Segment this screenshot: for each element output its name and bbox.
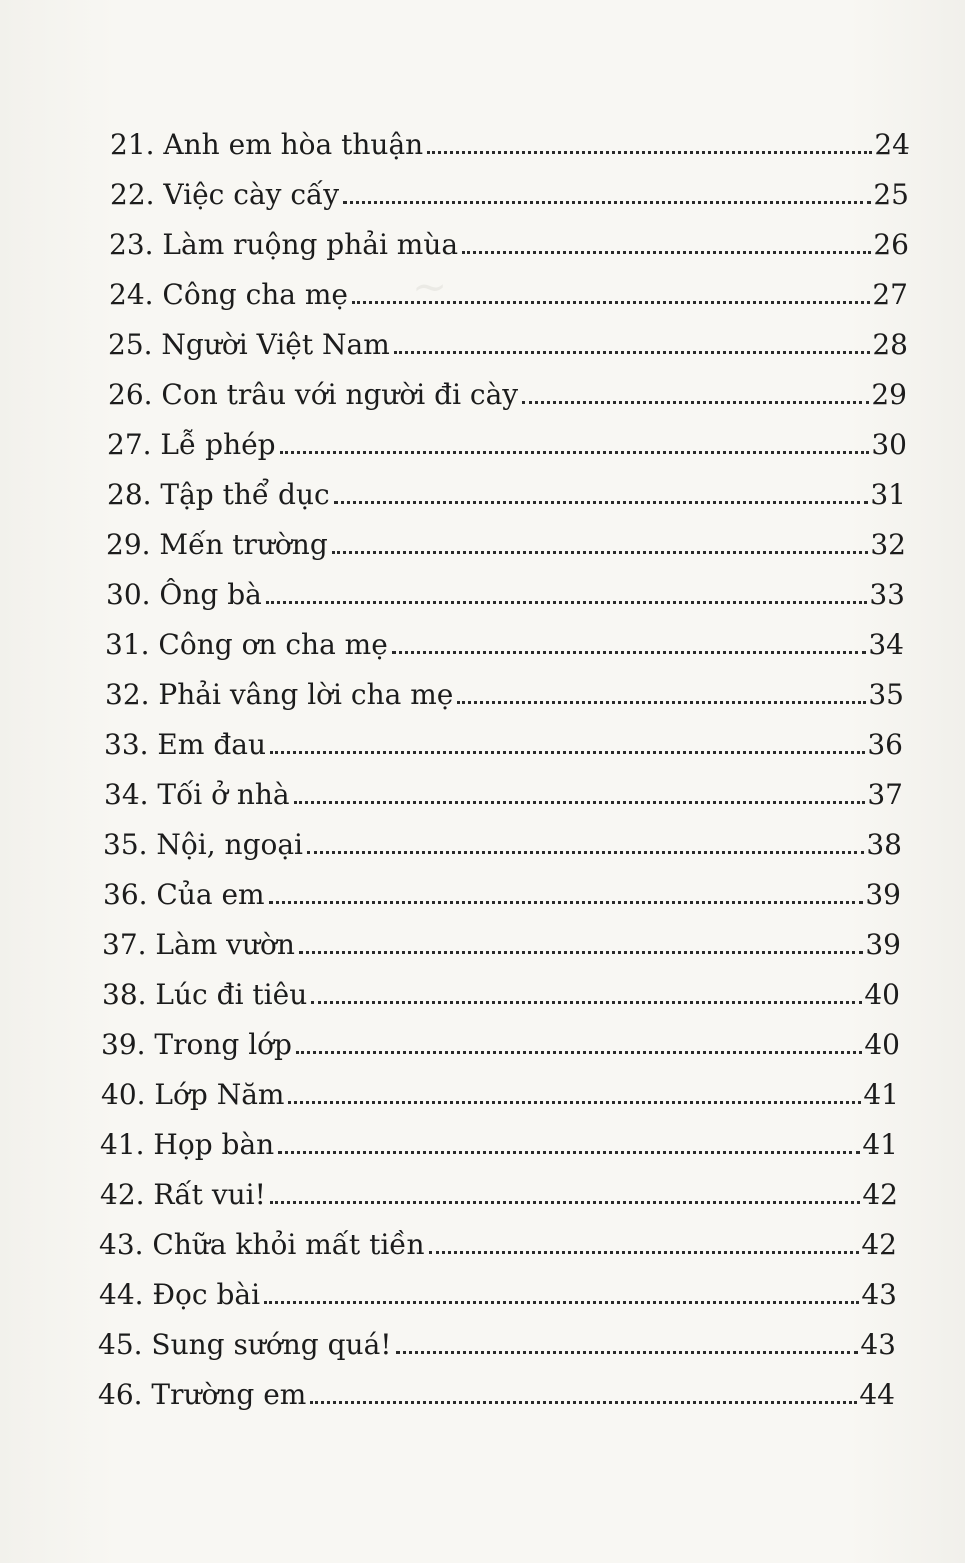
dot-leader (264, 1301, 859, 1304)
dot-leader (311, 1001, 862, 1004)
toc-entry (0, 1062, 965, 1112)
toc-entry-page: 43 (860, 1328, 896, 1361)
toc-entry (0, 512, 965, 562)
toc-entry-title: 30. Ông bà (106, 578, 262, 611)
toc-entry-page: 35 (868, 678, 904, 711)
toc-entry-page: 32 (870, 528, 906, 561)
toc-entry-page: 43 (861, 1278, 897, 1311)
toc-entry-title: 41. Họp bàn (100, 1128, 275, 1161)
dot-leader (427, 151, 872, 154)
table-of-contents (0, 112, 965, 1412)
dot-leader (270, 1201, 860, 1204)
toc-entry-title: 21. Anh em hòa thuận (110, 128, 424, 161)
toc-entry-page: 38 (866, 828, 902, 861)
dot-leader (299, 951, 863, 954)
toc-entry-page: 41 (862, 1128, 898, 1161)
dot-leader (266, 601, 868, 604)
dot-leader (343, 201, 871, 204)
toc-entry (0, 212, 965, 262)
toc-entry-title: 35. Nội, ngoại (103, 828, 304, 861)
toc-entry (0, 112, 965, 162)
toc-entry (0, 562, 965, 612)
toc-entry (0, 1012, 965, 1062)
dot-leader (462, 251, 871, 254)
toc-entry-title: 24. Công cha mẹ (109, 278, 348, 311)
toc-entry-title: 29. Mến trường (106, 528, 328, 561)
toc-entry-title: 23. Làm ruộng phải mùa (109, 228, 459, 261)
toc-entry (0, 362, 965, 412)
toc-entry-page: 30 (871, 428, 907, 461)
toc-entry-page: 40 (864, 978, 900, 1011)
toc-entry-title: 44. Đọc bài (99, 1278, 261, 1311)
toc-entry-page: 39 (865, 878, 901, 911)
toc-entry (0, 262, 965, 312)
toc-entry-title: 32. Phải vâng lời cha mẹ (105, 678, 454, 711)
toc-entry-title: 22. Việc cày cấy (110, 178, 340, 211)
dot-leader (394, 351, 871, 354)
toc-entry (0, 1312, 965, 1362)
dot-leader (352, 301, 870, 304)
toc-entry-title: 39. Trong lớp (101, 1028, 292, 1061)
toc-entry (0, 712, 965, 762)
toc-entry-page: 40 (864, 1028, 900, 1061)
dot-leader (522, 401, 869, 404)
toc-entry-page: 42 (862, 1178, 898, 1211)
dot-leader (334, 501, 869, 504)
toc-entry-title: 40. Lớp Năm (101, 1078, 285, 1111)
toc-entry-title: 34. Tối ở nhà (104, 778, 290, 811)
toc-entry (0, 662, 965, 712)
dot-leader (288, 1101, 861, 1104)
dot-leader (294, 801, 866, 804)
dot-leader (332, 551, 869, 554)
show-through-decoration: ~ (412, 262, 448, 311)
toc-entry (0, 1262, 965, 1312)
toc-entry-page: 29 (871, 378, 907, 411)
toc-entry-page: 41 (863, 1078, 899, 1111)
toc-entry-page: 37 (867, 778, 903, 811)
toc-entry-page: 34 (868, 628, 904, 661)
toc-entry (0, 312, 965, 362)
toc-entry (0, 862, 965, 912)
toc-entry-page: 26 (873, 228, 909, 261)
toc-entry-title: 42. Rất vui! (100, 1178, 266, 1211)
toc-entry (0, 812, 965, 862)
toc-entry-title: 26. Con trâu với người đi cày (108, 378, 519, 411)
dot-leader (396, 1351, 859, 1354)
toc-entry (0, 962, 965, 1012)
toc-entry-title: 36. Của em (103, 878, 265, 911)
dot-leader (310, 1401, 857, 1404)
dot-leader (269, 901, 864, 904)
toc-entry-title: 33. Em đau (104, 728, 266, 761)
toc-entry-title: 31. Công ơn cha mẹ (105, 628, 388, 661)
toc-entry-title: 43. Chữa khỏi mất tiền (99, 1228, 425, 1261)
toc-entry-title: 27. Lễ phép (107, 428, 276, 461)
dot-leader (457, 701, 866, 704)
toc-entry-page: 28 (872, 328, 908, 361)
toc-entry-title: 28. Tập thể dục (107, 478, 330, 511)
toc-entry (0, 162, 965, 212)
toc-entry-page: 24 (874, 128, 910, 161)
dot-leader (278, 1151, 860, 1154)
toc-entry (0, 912, 965, 962)
toc-entry (0, 412, 965, 462)
toc-entry (0, 462, 965, 512)
toc-entry-page: 42 (861, 1228, 897, 1261)
toc-entry-page: 44 (859, 1378, 895, 1411)
toc-entry-page: 36 (867, 728, 903, 761)
toc-entry-title: 25. Người Việt Nam (108, 328, 390, 361)
toc-entry (0, 612, 965, 662)
toc-entry (0, 1362, 965, 1412)
toc-entry-page: 33 (869, 578, 905, 611)
dot-leader (307, 851, 864, 854)
toc-entry (0, 762, 965, 812)
toc-entry-title: 37. Làm vườn (102, 928, 295, 961)
toc-entry-page: 31 (870, 478, 906, 511)
dot-leader (296, 1051, 862, 1054)
dot-leader (280, 451, 870, 454)
toc-entry-title: 38. Lúc đi tiêu (102, 978, 308, 1011)
dot-leader (429, 1251, 860, 1254)
toc-entry (0, 1212, 965, 1262)
dot-leader (392, 651, 867, 654)
toc-entry-page: 25 (873, 178, 909, 211)
toc-entry-page: 39 (865, 928, 901, 961)
toc-entry-title: 46. Trường em (98, 1378, 307, 1411)
toc-entry-title: 45. Sung sướng quá! (98, 1328, 392, 1361)
toc-entry (0, 1112, 965, 1162)
toc-entry-page: 27 (872, 278, 908, 311)
dot-leader (270, 751, 865, 754)
toc-entry (0, 1162, 965, 1212)
